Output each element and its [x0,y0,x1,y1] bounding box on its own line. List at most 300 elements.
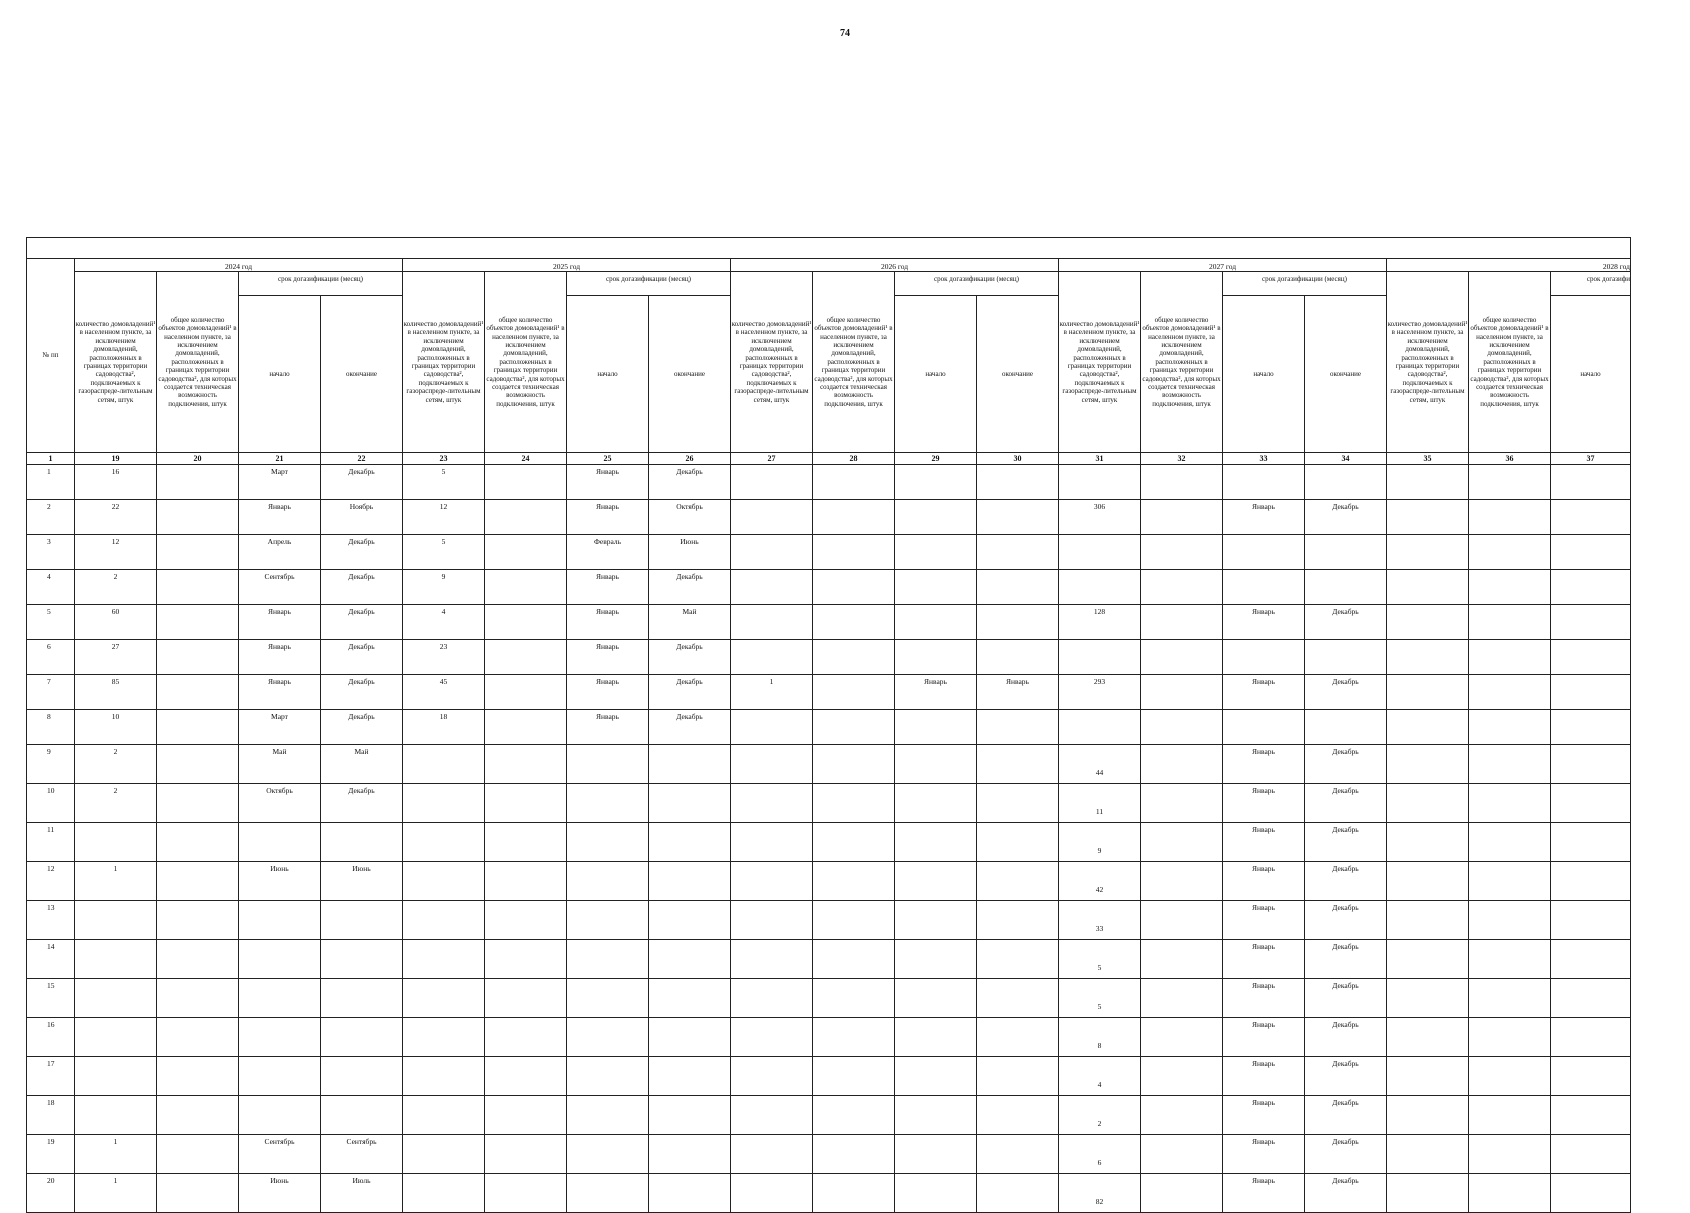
cell-25 [567,901,649,940]
cell-21: Январь [239,640,321,675]
cell-37 [1551,675,1631,710]
cell-23 [403,784,485,823]
cell-35 [1387,710,1469,745]
cell-37 [1551,710,1631,745]
cell-22 [321,1096,403,1135]
cell-26: Декабрь [649,710,731,745]
row-number-cell: 15 [27,979,75,1018]
cell-37 [1551,1057,1631,1096]
column-number: 37 [1551,453,1631,465]
cell-24 [485,675,567,710]
cell-21: Сентябрь [239,570,321,605]
cell-24 [485,745,567,784]
cell-20 [157,979,239,1018]
cell-24 [485,1096,567,1135]
cell-21: Май [239,745,321,784]
cell-34: Декабрь [1305,1135,1387,1174]
cell-32 [1141,745,1223,784]
cell-21 [239,979,321,1018]
cell-30 [977,535,1059,570]
cell-36 [1469,675,1551,710]
cell-22: Декабрь [321,710,403,745]
cell-29 [895,862,977,901]
end-header: окончание [1305,296,1387,453]
table-row [27,979,1631,1018]
cell-23: 4 [403,605,485,640]
cell-32 [1141,862,1223,901]
cell-32 [1141,1018,1223,1057]
cell-33: Январь [1223,901,1305,940]
cell-30 [977,1135,1059,1174]
table-row [27,784,1631,823]
cell-33 [1223,465,1305,500]
cell-25: Январь [567,710,649,745]
cell-35 [1387,1174,1469,1213]
cell-36 [1469,901,1551,940]
cell-24 [485,862,567,901]
cell-28 [813,640,895,675]
cell-36 [1469,535,1551,570]
row-number-header: № пп [27,259,75,453]
cell-36 [1469,1174,1551,1213]
end-header: окончание [649,296,731,453]
cell-37 [1551,1096,1631,1135]
cell-26 [649,1096,731,1135]
row-number-cell: 9 [27,745,75,784]
table-row [27,605,1631,640]
cell-36 [1469,940,1551,979]
table-row [27,940,1631,979]
table-row [27,570,1631,605]
row-number-cell: 5 [27,605,75,640]
cell-23: 5 [403,465,485,500]
cell-30 [977,710,1059,745]
cell-33: Январь [1223,784,1305,823]
cell-31 [1059,710,1141,745]
cell-28 [813,784,895,823]
cell-26 [649,1174,731,1213]
cell-21: Март [239,465,321,500]
cell-19 [75,1018,157,1057]
cell-20 [157,823,239,862]
cell-33 [1223,640,1305,675]
cell-31: 11 [1059,784,1141,823]
cell-23 [403,862,485,901]
column-number: 33 [1223,453,1305,465]
cell-26 [649,901,731,940]
cell-23: 5 [403,535,485,570]
cell-37 [1551,1174,1631,1213]
cell-34: Декабрь [1305,823,1387,862]
cell-34 [1305,570,1387,605]
cell-24 [485,1135,567,1174]
cell-34: Декабрь [1305,901,1387,940]
cell-22: Декабрь [321,784,403,823]
cell-35 [1387,823,1469,862]
cell-35 [1387,1135,1469,1174]
cell-20 [157,1096,239,1135]
cell-31: 2 [1059,1096,1141,1135]
cell-21: Октябрь [239,784,321,823]
cell-37 [1551,1018,1631,1057]
period-header: срок догазификации (месяц) [239,272,403,296]
start-header: начало [239,296,321,453]
column-number: 26 [649,453,731,465]
cell-36 [1469,710,1551,745]
cell-35 [1387,784,1469,823]
cell-25 [567,1135,649,1174]
cell-37 [1551,570,1631,605]
column-number: 21 [239,453,321,465]
cell-27 [731,1135,813,1174]
table-body [27,465,1631,1213]
cell-31: 42 [1059,862,1141,901]
cell-34 [1305,535,1387,570]
cell-33: Январь [1223,1174,1305,1213]
cell-31: 8 [1059,1018,1141,1057]
cell-31: 5 [1059,940,1141,979]
cell-32 [1141,640,1223,675]
cell-25 [567,1174,649,1213]
column-number: 29 [895,453,977,465]
cell-37 [1551,979,1631,1018]
cell-19: 1 [75,1135,157,1174]
cell-27 [731,1096,813,1135]
cell-36 [1469,570,1551,605]
cell-34: Декабрь [1305,605,1387,640]
cell-25 [567,745,649,784]
cell-33: Январь [1223,823,1305,862]
cell-20 [157,605,239,640]
cell-31: 9 [1059,823,1141,862]
cell-19: 2 [75,745,157,784]
cell-29 [895,784,977,823]
cell-25: Январь [567,640,649,675]
cell-34 [1305,710,1387,745]
cell-28 [813,940,895,979]
cell-19: 1 [75,862,157,901]
year-header-2026: 2026 год [731,259,1059,272]
cell-27 [731,1018,813,1057]
cell-29 [895,500,977,535]
cell-21 [239,1096,321,1135]
table-row [27,823,1631,862]
cell-36 [1469,1018,1551,1057]
cell-37 [1551,640,1631,675]
cell-24 [485,940,567,979]
cell-29 [895,745,977,784]
table-row [27,640,1631,675]
cell-21: Сентябрь [239,1135,321,1174]
cell-25 [567,1096,649,1135]
cell-25: Январь [567,605,649,640]
cell-19: 1 [75,1174,157,1213]
cell-28 [813,979,895,1018]
cell-31: 6 [1059,1135,1141,1174]
count-header: количество домовладений¹ в населенном пункте, за исключением домовладений, расположенных в границах территории садоводства², подключаемых к газораспреде-лительным сетям, штук [731,272,813,453]
cell-36 [1469,640,1551,675]
cell-35 [1387,465,1469,500]
cell-20 [157,640,239,675]
cell-32 [1141,823,1223,862]
cell-33: Январь [1223,605,1305,640]
table-row [27,1174,1631,1213]
year-header-2027: 2027 год [1059,259,1387,272]
cell-23: 12 [403,500,485,535]
column-number: 20 [157,453,239,465]
cell-21 [239,823,321,862]
row-number-cell: 7 [27,675,75,710]
cell-19: 10 [75,710,157,745]
cell-27: 1 [731,675,813,710]
row-number-cell: 4 [27,570,75,605]
cell-31 [1059,640,1141,675]
cell-32 [1141,1174,1223,1213]
cell-20 [157,465,239,500]
cell-27 [731,605,813,640]
cell-33: Январь [1223,1135,1305,1174]
cell-31: 33 [1059,901,1141,940]
cell-33: Январь [1223,940,1305,979]
cell-34: Декабрь [1305,500,1387,535]
page-number: 74 [840,28,850,39]
cell-37 [1551,784,1631,823]
table-row [27,1096,1631,1135]
cell-31 [1059,535,1141,570]
cell-23 [403,979,485,1018]
row-number-cell: 20 [27,1174,75,1213]
total-header: общее количество объектов домовладений¹ в населенном пункте, за исключением домовладений, расположенных в границах территории садоводства², для которых создается техническая возможность подключения, штук [157,272,239,453]
cell-24 [485,465,567,500]
cell-21: Январь [239,675,321,710]
cell-32 [1141,979,1223,1018]
cell-32 [1141,535,1223,570]
cell-26 [649,1135,731,1174]
cell-24 [485,640,567,675]
row-number-cell: 11 [27,823,75,862]
cell-34: Декабрь [1305,940,1387,979]
column-number: 23 [403,453,485,465]
cell-30 [977,940,1059,979]
cell-34: Декабрь [1305,1018,1387,1057]
total-header: общее количество объектов домовладений¹ в населенном пункте, за исключением домовладений, расположенных в границах территории садоводства², для которых создается техническая возможность подключения, штук [1141,272,1223,453]
cell-19 [75,940,157,979]
cell-35 [1387,862,1469,901]
cell-25 [567,862,649,901]
cell-26: Октябрь [649,500,731,535]
cell-30 [977,605,1059,640]
cell-24 [485,605,567,640]
cell-34: Декабрь [1305,862,1387,901]
cell-35 [1387,535,1469,570]
total-header: общее количество объектов домовладений¹ в населенном пункте, за исключением домовладений, расположенных в границах территории садоводства², для которых создается техническая возможность подключения, штук [1469,272,1551,453]
cell-33: Январь [1223,745,1305,784]
cell-28 [813,710,895,745]
cell-26: Декабрь [649,570,731,605]
column-number: 34 [1305,453,1387,465]
cell-21 [239,901,321,940]
cell-28 [813,675,895,710]
cell-30 [977,500,1059,535]
cell-33: Январь [1223,862,1305,901]
cell-20 [157,500,239,535]
cell-35 [1387,500,1469,535]
cell-27 [731,535,813,570]
cell-31 [1059,465,1141,500]
cell-20 [157,784,239,823]
cell-37 [1551,1135,1631,1174]
cell-26 [649,1018,731,1057]
column-number: 31 [1059,453,1141,465]
cell-25: Январь [567,570,649,605]
period-header-truncated: срок догазифи [1551,272,1631,296]
table-row [27,675,1631,710]
cell-24 [485,500,567,535]
cell-35 [1387,1057,1469,1096]
cell-24 [485,570,567,605]
cell-36 [1469,465,1551,500]
cell-30 [977,1174,1059,1213]
gasification-table [26,237,1631,1213]
cell-31 [1059,570,1141,605]
cell-20 [157,570,239,605]
cell-37 [1551,823,1631,862]
cell-30 [977,745,1059,784]
cell-21: Июнь [239,862,321,901]
row-number-cell: 8 [27,710,75,745]
cell-30 [977,570,1059,605]
cell-28 [813,862,895,901]
cell-23 [403,1174,485,1213]
cell-36 [1469,745,1551,784]
cell-28 [813,465,895,500]
cell-19 [75,979,157,1018]
cell-20 [157,710,239,745]
cell-19: 85 [75,675,157,710]
end-header: окончание [977,296,1059,453]
table-row [27,901,1631,940]
cell-25 [567,784,649,823]
cell-36 [1469,979,1551,1018]
cell-22: Декабрь [321,605,403,640]
cell-22: Декабрь [321,570,403,605]
cell-32 [1141,710,1223,745]
cell-29 [895,1057,977,1096]
column-number: 1 [27,453,75,465]
column-number: 32 [1141,453,1223,465]
cell-36 [1469,1096,1551,1135]
cell-35 [1387,675,1469,710]
cell-30 [977,823,1059,862]
cell-24 [485,710,567,745]
count-header: количество домовладений¹ в населенном пункте, за исключением домовладений, расположенных в границах территории садоводства², подключаемых к газораспреде-лительным сетям, штук [75,272,157,453]
cell-29 [895,823,977,862]
cell-25 [567,1018,649,1057]
cell-19: 16 [75,465,157,500]
cell-29 [895,1096,977,1135]
cell-21: Январь [239,605,321,640]
cell-36 [1469,605,1551,640]
column-number: 24 [485,453,567,465]
cell-27 [731,940,813,979]
cell-24 [485,901,567,940]
cell-30 [977,862,1059,901]
cell-30 [977,640,1059,675]
cell-36 [1469,862,1551,901]
cell-30: Январь [977,675,1059,710]
cell-33 [1223,535,1305,570]
cell-22: Декабрь [321,535,403,570]
cell-33: Январь [1223,1018,1305,1057]
count-header: количество домовладений¹ в населенном пункте, за исключением домовладений, расположенных в границах территории садоводства², подключаемых к газораспреде-лительным сетям, штук [1387,272,1469,453]
cell-26: Декабрь [649,675,731,710]
cell-24 [485,1018,567,1057]
cell-19: 22 [75,500,157,535]
cell-29 [895,710,977,745]
cell-29 [895,640,977,675]
cell-19 [75,823,157,862]
cell-31: 293 [1059,675,1141,710]
cell-29 [895,570,977,605]
row-number-cell: 2 [27,500,75,535]
cell-36 [1469,823,1551,862]
cell-23 [403,901,485,940]
cell-28 [813,823,895,862]
column-number-row [27,453,1631,465]
cell-21: Апрель [239,535,321,570]
cell-30 [977,901,1059,940]
cell-35 [1387,1096,1469,1135]
count-header: количество домовладений¹ в населенном пункте, за исключением домовладений, расположенных в границах территории садоводства², подключаемых к газораспреде-лительным сетям, штук [403,272,485,453]
cell-36 [1469,500,1551,535]
cell-33: Январь [1223,1096,1305,1135]
period-header: срок догазификации (месяц) [895,272,1059,296]
cell-33: Январь [1223,675,1305,710]
cell-20 [157,901,239,940]
cell-20 [157,745,239,784]
cell-25 [567,979,649,1018]
cell-29 [895,940,977,979]
cell-34 [1305,465,1387,500]
cell-20 [157,1057,239,1096]
cell-29 [895,535,977,570]
cell-27 [731,823,813,862]
cell-34: Декабрь [1305,784,1387,823]
cell-20 [157,862,239,901]
cell-22: Декабрь [321,465,403,500]
cell-25 [567,940,649,979]
cell-37 [1551,605,1631,640]
cell-23: 23 [403,640,485,675]
cell-34: Декабрь [1305,1057,1387,1096]
cell-24 [485,979,567,1018]
cell-19: 12 [75,535,157,570]
cell-20 [157,1018,239,1057]
cell-34: Декабрь [1305,979,1387,1018]
cell-25: Январь [567,675,649,710]
cell-23 [403,745,485,784]
cell-28 [813,500,895,535]
table-row [27,1018,1631,1057]
cell-21: Январь [239,500,321,535]
row-number-cell: 13 [27,901,75,940]
row-number-cell: 14 [27,940,75,979]
cell-35 [1387,570,1469,605]
cell-32 [1141,465,1223,500]
cell-20 [157,1135,239,1174]
cell-28 [813,570,895,605]
cell-27 [731,745,813,784]
